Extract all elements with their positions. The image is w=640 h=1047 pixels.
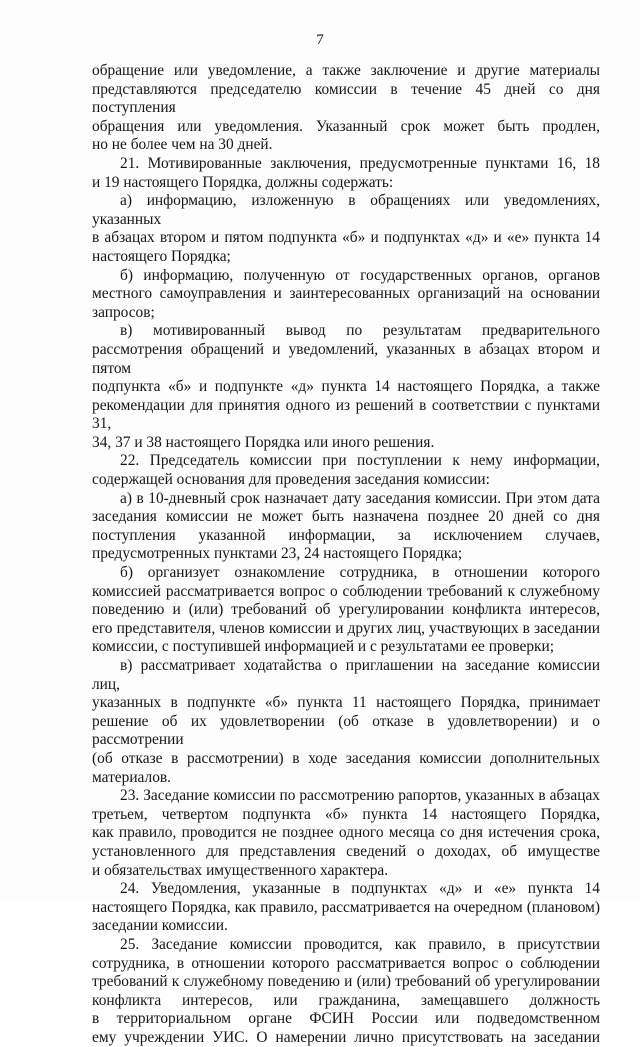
text-line: 21. Мотивированные заключения, предусмотренные пунктами 16, 18 bbox=[120, 154, 600, 172]
text-line: а) в 10-дневный срок назначает дату заседания комиссии. При этом дата bbox=[120, 489, 600, 507]
text-line: б) информацию, полученную от государственных органов, органов bbox=[120, 266, 600, 284]
text-line: но не более чем на 30 дней. bbox=[92, 136, 273, 154]
text-line: как правило, проводится не позднее одного месяца со дня истечения срока, bbox=[92, 824, 600, 842]
text-line: третьем, четвертом подпункта «б» пункта 14 настоящего Порядка, bbox=[92, 805, 600, 823]
text-line: а) информацию, изложенную в обращениях или уведомлениях, указанных bbox=[92, 192, 600, 228]
text-line: и обязательствах имущественного характера. bbox=[92, 861, 389, 879]
text-line: комиссии, с поступившей информацией и с результатами ее проверки; bbox=[92, 638, 555, 656]
text-line: поведению и (или) требований об урегулировании конфликта интересов, bbox=[92, 601, 600, 619]
text-line: местного самоуправления и заинтересованных организаций на основании bbox=[92, 285, 600, 303]
text-line: запросов; bbox=[92, 303, 155, 321]
text-line: требований к служебному поведению и (или) требований об урегулировании bbox=[92, 973, 600, 991]
text-line: содержащей основания для проведения заседания комиссии: bbox=[92, 471, 490, 489]
text-line: поступления указанной информации, за исключением случаев, bbox=[92, 526, 600, 544]
text-line: 22. Председатель комиссии при поступлении к нему информации, bbox=[120, 452, 600, 470]
text-line: заседания комиссии не может быть назначена позднее 20 дней со дня bbox=[92, 508, 600, 526]
text-line: настоящего Порядка, как правило, рассматривается на очередном (плановом) bbox=[92, 898, 600, 916]
text-line: в) мотивированный вывод по результатам предварительного bbox=[120, 322, 600, 340]
text-line: и 19 настоящего Порядка, должны содержать: bbox=[92, 173, 394, 191]
text-line: предусмотренных пунктами 23, 24 настоящего Порядка; bbox=[92, 545, 463, 563]
text-line: решение об их удовлетворении (об отказе в удовлетворении) и о рассмотрении bbox=[92, 712, 600, 749]
text-line: (об отказе в рассмотрении) в ходе заседания комиссии дополнительных bbox=[92, 749, 600, 767]
text-line: настоящего Порядка; bbox=[92, 247, 231, 265]
text-line: рассмотрения обращений и уведомлений, указанных в абзацах втором и пятом bbox=[92, 340, 600, 377]
text-line: 34, 37 и 38 настоящего Порядка или иного решения. bbox=[92, 433, 435, 451]
text-line: в) рассматривает ходатайства о приглашении на заседание комиссии лиц, bbox=[92, 657, 600, 693]
text-line: б) организует ознакомление сотрудника, в отношении которого bbox=[120, 564, 600, 582]
text-line: представляются председателю комиссии в течение 45 дней со дня поступления bbox=[92, 80, 600, 117]
text-line: конфликта интересов, или гражданина, замещавшего должность bbox=[92, 991, 600, 1009]
text-line: комиссией рассматривается вопрос о соблюдении требований к служебному bbox=[92, 582, 600, 600]
text-line: сотрудника, в отношении которого рассматривается вопрос о соблюдении bbox=[92, 954, 600, 972]
text-line: обращение или уведомление, а также заключение и другие материалы bbox=[92, 62, 600, 79]
text-line: заседании комиссии. bbox=[92, 917, 228, 935]
text-line: его представителя, членов комиссии и других лиц, участвующих в заседании bbox=[92, 619, 600, 637]
document-body bbox=[92, 62, 600, 1047]
text-line: в абзацах втором и пятом подпункта «б» и подпунктах «д» и «е» пункта 14 bbox=[92, 229, 600, 247]
text-line: ему учреждении УИС. О намерении лично присутствовать на заседании bbox=[92, 1028, 600, 1046]
text-line: установленного для представления сведений о доходах, об имуществе bbox=[92, 842, 600, 860]
text-line: указанных в подпункте «б» пункта 11 настоящего Порядка, принимает bbox=[92, 694, 600, 712]
text-line: обращения или уведомления. Указанный срок может быть продлен, bbox=[92, 117, 600, 135]
text-line: 25. Заседание комиссии проводится, как правило, в присутствии bbox=[120, 935, 600, 953]
text-line: 23. Заседание комиссии по рассмотрению рапортов, указанных в абзацах bbox=[120, 787, 600, 805]
page-number: 7 bbox=[316, 32, 324, 48]
text-line: в территориальном органе ФСИН России или подведомственном bbox=[92, 1010, 600, 1028]
text-line: материалов. bbox=[92, 768, 172, 786]
text-line: рекомендации для принятия одного из решений в соответствии с пунктами 31, bbox=[92, 396, 600, 433]
text-line: 24. Уведомления, указанные в подпунктах «д» и «е» пункта 14 bbox=[120, 880, 600, 898]
text-line: подпункта «б» и подпункте «д» пункта 14 настоящего Порядка, а также bbox=[92, 378, 600, 396]
